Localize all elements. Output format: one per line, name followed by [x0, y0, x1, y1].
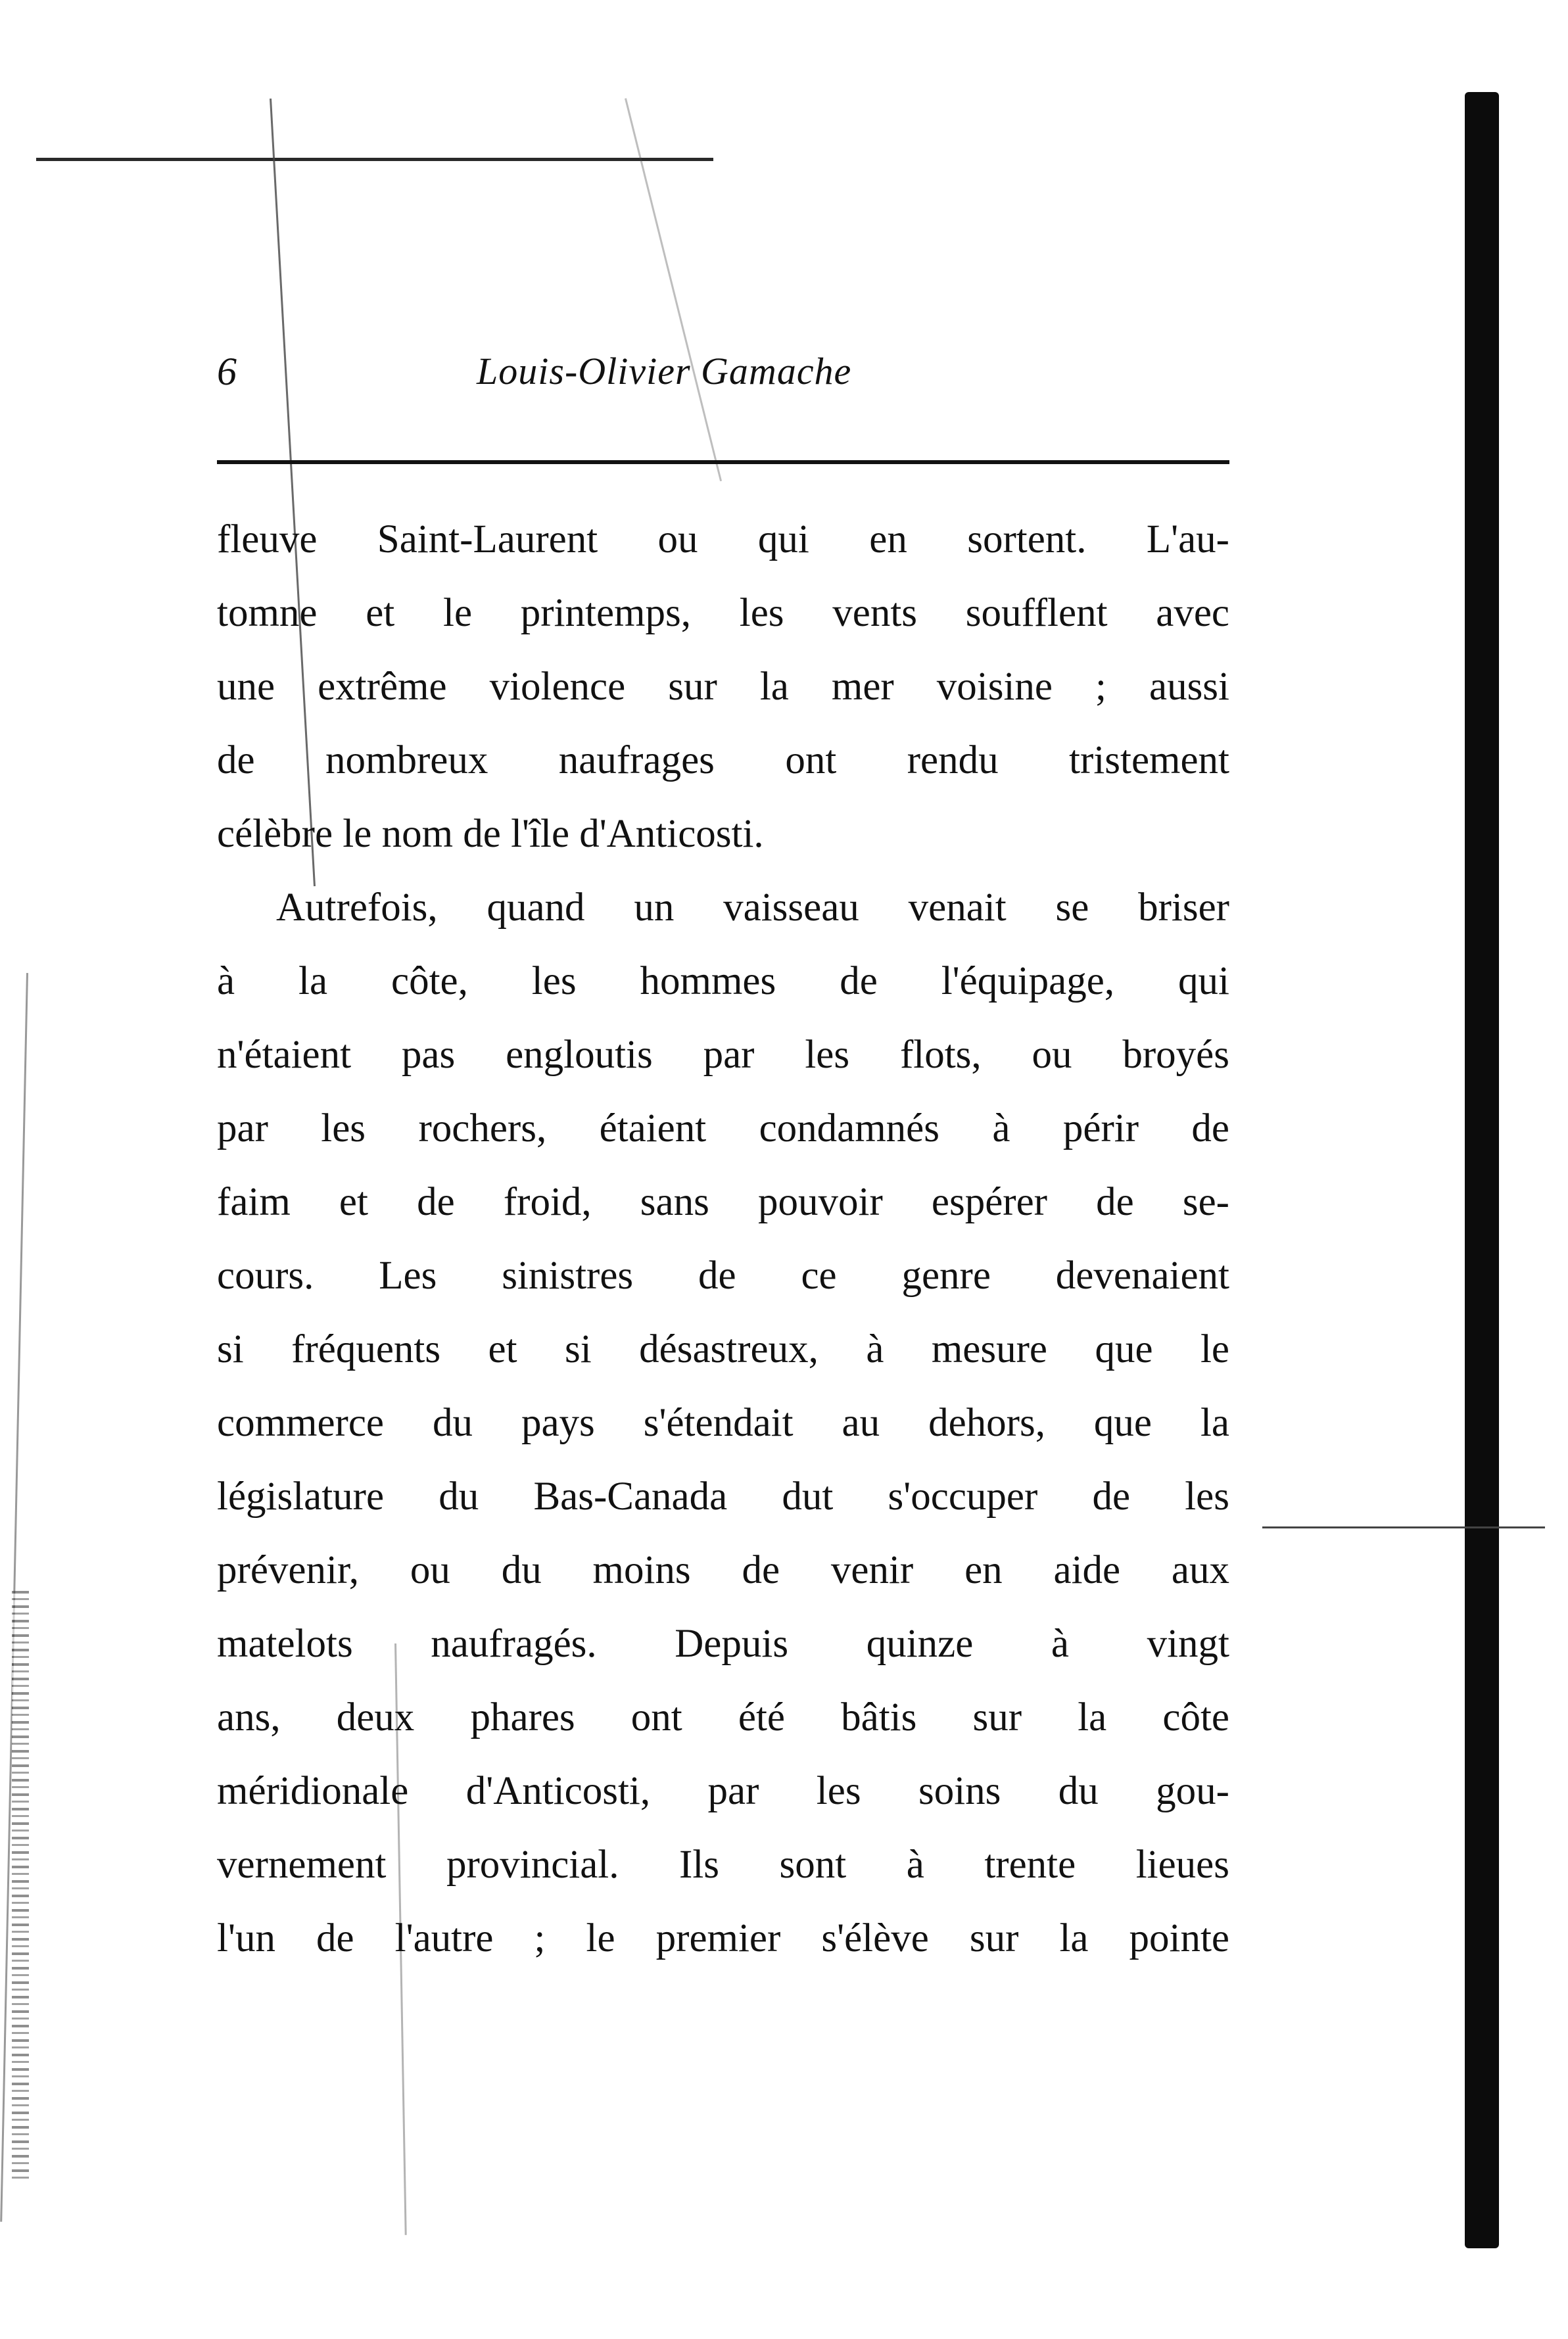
text-line: faim et de froid, sans pouvoir espérer de se-: [217, 1180, 1229, 1224]
scan-crease: [625, 98, 722, 481]
text-line: commerce du pays s'étendait au dehors, que la: [217, 1401, 1229, 1445]
running-head: [217, 342, 1223, 401]
scan-fold-line: [36, 158, 713, 161]
text-line: célèbre le nom de l'île d'Anticosti.: [217, 812, 764, 856]
text-line: prévenir, ou du moins de venir en aide aux: [217, 1548, 1229, 1592]
text-line: une extrême violence sur la mer voisine ; aussi: [217, 665, 1229, 709]
text-line: de nombreux naufrages ont rendu tristement: [217, 738, 1229, 782]
text-line: ans, deux phares ont été bâtis sur la côte: [217, 1695, 1229, 1739]
text-line: matelots naufragés. Depuis quinze à vingt: [217, 1622, 1229, 1666]
text-line: fleuve Saint-Laurent ou qui en sortent. L'au-: [217, 517, 1229, 561]
text-line: législature du Bas-Canada dut s'occuper de les: [217, 1475, 1229, 1519]
scan-speckle: [12, 1591, 29, 2183]
text-line: cours. Les sinistres de ce genre devenaient: [217, 1254, 1229, 1298]
text-line: à la côte, les hommes de l'équipage, qui: [217, 959, 1229, 1003]
text-line: si fréquents et si désastreux, à mesure que le: [217, 1327, 1229, 1371]
text-line: n'étaient pas engloutis par les flots, ou broyés: [217, 1033, 1229, 1077]
text-line: vernement provincial. Ils sont à trente lieues: [217, 1843, 1229, 1887]
text-line: Autrefois, quand un vaisseau venait se briser: [276, 886, 1229, 930]
scan-fold-line: [1262, 1526, 1545, 1528]
running-title: Louis-Olivier Gamache: [477, 350, 852, 392]
body-text: [217, 503, 1229, 1975]
text-line: tomne et le printemps, les vents soufflent avec: [217, 591, 1229, 635]
text-line: méridionale d'Anticosti, par les soins du gou-: [217, 1769, 1229, 1813]
text-line: par les rochers, étaient condamnés à périr de: [217, 1106, 1229, 1150]
page-number: 6: [217, 350, 237, 393]
header-rule: [217, 460, 1229, 464]
scan-edge-shadow: [1465, 92, 1499, 2248]
text-line: l'un de l'autre ; le premier s'élève sur la pointe: [217, 1916, 1229, 1960]
